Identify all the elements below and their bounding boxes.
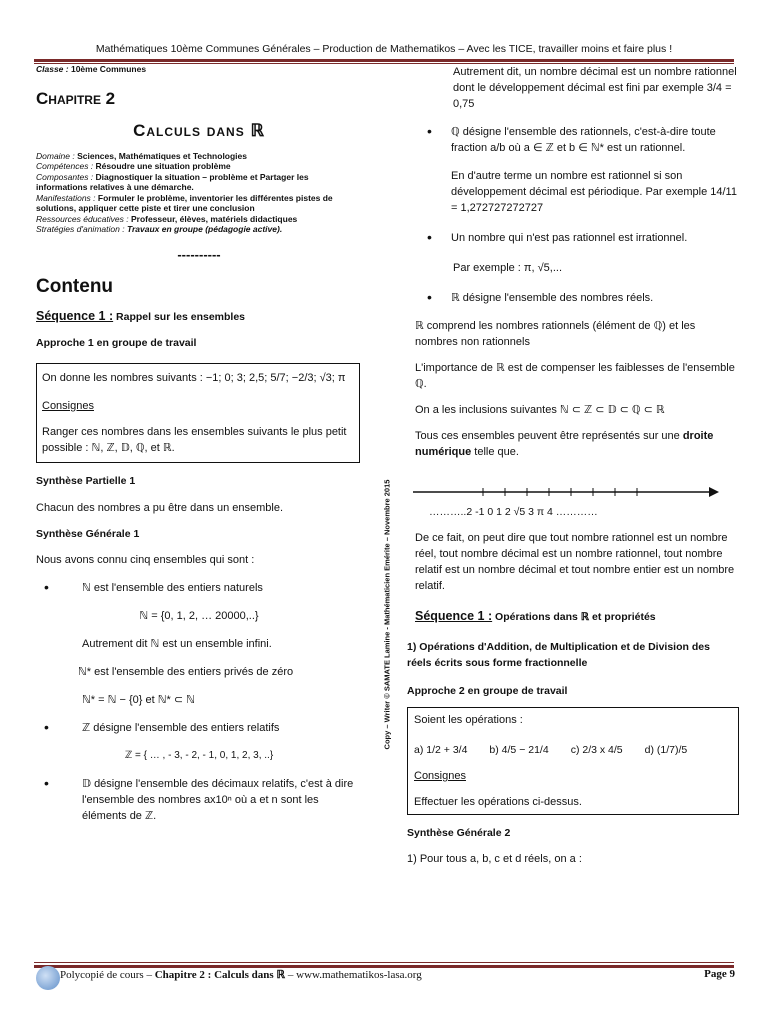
nstar-definition: ℕ* est l'ensemble des entiers privés de zéro xyxy=(78,665,294,678)
synthese-partielle-text: Chacun des nombres a pu être dans un ensemble. xyxy=(36,501,284,514)
left-column xyxy=(36,64,362,824)
box1-numbers: On donne les nombres suivants : −1; 0; 3; 2,5; 5/7; −2/3; √3; π xyxy=(42,371,346,384)
logo-icon xyxy=(36,966,60,990)
header-rule xyxy=(34,59,734,62)
meta-block: Domaine : Sciences, Mathématiques et Technologies Compétences : Résoudre une situation problème Composantes : Diagnostiquer la situation – problème et Partager les informations relatives à une démarche. Manifestations : Formuler le problème, inventorier les différentes pistes de solutions, appliquer cette piste et tirer une conclusion Ressources éducatives : Professeur, élèves, matériels didactiques Stratégies d'animation : Travaux en groupe (pédagogie active). xyxy=(36,150,333,234)
d-definition: • 𝔻 désigne l'ensemble des décimaux relatifs, c'est à dire l'ensemble des nombres ax10ⁿ où a et n sont les éléments de ℤ. xyxy=(36,776,362,824)
operations-title: 1) Opérations d'Addition, de Multiplication et de Division des réels écrits sous forme fractionnelle xyxy=(407,641,710,669)
synthese-generale-1: Synthèse Générale 1 xyxy=(36,527,140,540)
pour-tous: 1) Pour tous a, b, c et d réels, on a : xyxy=(407,853,582,865)
box1-instruction: Ranger ces nombres dans les ensembles suivants le plus petit possible : ℕ, ℤ, 𝔻, ℚ, et ℝ. xyxy=(42,425,347,454)
conclusion-paragraph: De ce fait, on peut dire que tout nombre rationnel est un nombre réel, tout nombre décimal est un nombre rationnel, tout nombre relatif est un nombre décimal et tout nombre entier est un nombre relatif. xyxy=(415,532,735,592)
operation-d: d) (1/7)/5 xyxy=(644,744,688,756)
droite-paragraph: Tous ces ensembles peuvent être représentés sur une droite numérique telle que. xyxy=(415,430,714,458)
vertical-copyright: Copy – Writer © SAMATE Lamine - Mathématicien Emérite – Novembre 2015 xyxy=(382,479,392,750)
q-definition: • ℚ désigne l'ensemble des rationnels, c'est-à-dire toute fraction a/b où a ∈ ℤ et b ∈ ℕ* est un rationnel. xyxy=(407,124,737,156)
box1-consignes: Consignes xyxy=(42,399,94,412)
box2-effectuer: Effectuer les opérations ci-dessus. xyxy=(414,796,582,808)
contenu-heading: Contenu xyxy=(36,275,114,297)
sequence-1-heading: Séquence 1 : Rappel sur les ensembles xyxy=(36,308,246,323)
z-set: ℤ = { … , - 3, - 2, - 1, 0, 1, 2, 3, ..} xyxy=(124,749,274,761)
separator: ---------- xyxy=(177,246,221,262)
irrational-example: Par exemple : π, √5,... xyxy=(453,262,563,274)
irrational-definition: • Un nombre qui n'est pas rationnel est irrationnel. xyxy=(407,230,737,246)
page-number: Page 9 xyxy=(704,968,735,980)
r-comprend: ℝ comprend les nombres rationnels (élément de ℚ) et les nombres non rationnels xyxy=(415,320,696,348)
r-importance: L'importance de ℝ est de compenser les faiblesses de l'ensemble ℚ. xyxy=(415,362,735,390)
number-line-labels: ………..2 -1 0 1 2 √5 3 π 4 ………… xyxy=(429,506,598,518)
n-definition: • ℕ est l'ensemble des entiers naturels xyxy=(36,580,362,596)
approche-2: Approche 2 en groupe de travail xyxy=(407,685,568,697)
n-infini: Autrement dit ℕ est un ensemble infini. xyxy=(82,637,272,650)
box2-intro: Soient les opérations : xyxy=(414,714,523,726)
r-definition: • ℝ désigne l'ensemble des nombres réels. xyxy=(407,290,737,306)
classe-line: Classe : 10ème Communes xyxy=(36,64,147,74)
page-footer: Polycopié de cours – Chapitre 2 : Calculs dans ℝ – www.mathematikos-lasa.org Page 9 xyxy=(60,968,735,981)
right-column xyxy=(407,64,737,867)
number-line xyxy=(413,482,723,502)
chapter-heading: Chapitre 2 xyxy=(36,88,116,108)
footer-rule-thin xyxy=(34,962,734,963)
box2-consignes: Consignes xyxy=(414,770,466,782)
synthese-generale-text: Nous avons connu cinq ensembles qui sont : xyxy=(36,553,255,566)
operation-c: c) 2/3 x 4/5 xyxy=(570,744,623,756)
page-header: Mathématiques 10ème Communes Générales – Production de Mathematikos – Avec les TICE, travailler moins et faire plus ! xyxy=(95,43,673,55)
z-definition: • ℤ désigne l'ensemble des entiers relatifs xyxy=(36,720,362,736)
approche-2-box xyxy=(407,707,739,815)
operation-a: a) 1/2 + 3/4 xyxy=(414,744,468,756)
synthese-partielle-1: Synthèse Partielle 1 xyxy=(36,474,136,487)
q-periodique: En d'autre terme un nombre est rationnel si son développement décimal est périodique. Par exemple 14/11 = 1,272727272727 xyxy=(451,170,737,214)
approche-1-box xyxy=(36,363,360,463)
n-set: ℕ = {0, 1, 2, … 20000,..} xyxy=(139,609,259,622)
approche-1: Approche 1 en groupe de travail xyxy=(36,336,197,349)
decimal-paragraph: Autrement dit, un nombre décimal est un nombre rationnel dont le développement décimal est fini par exemple 3/4 = 0,75 xyxy=(453,66,737,110)
box2-operations xyxy=(414,744,732,756)
sequence-1-operations: Séquence 1 : Opérations dans ℝ et propriétés xyxy=(415,609,656,623)
inclusions: On a les inclusions suivantes ℕ ⊂ ℤ ⊂ 𝔻 ⊂ ℚ ⊂ ℝ xyxy=(415,404,665,416)
nstar-equation: ℕ* = ℕ − {0} et ℕ* ⊂ ℕ xyxy=(82,693,195,706)
operation-b: b) 4/5 − 21/4 xyxy=(489,744,549,756)
synthese-generale-2: Synthèse Générale 2 xyxy=(407,827,511,839)
chapter-title: Calculs dans ℝ xyxy=(133,120,265,140)
